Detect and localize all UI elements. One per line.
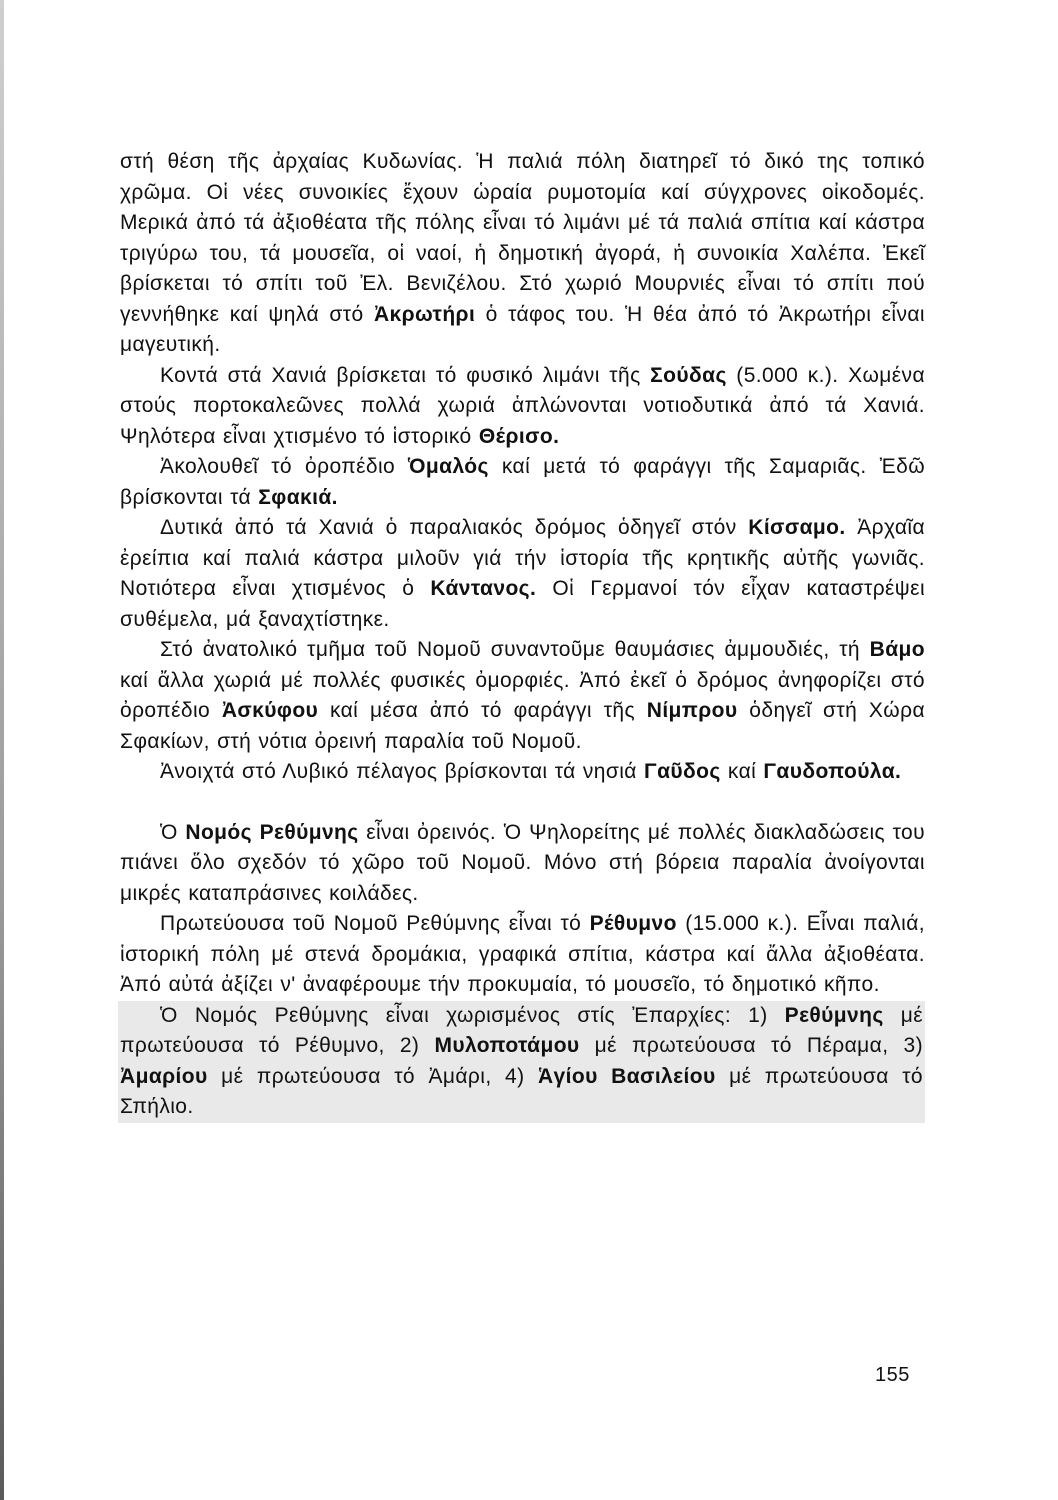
paragraph-east-chania: Στό ἀνατολικό τμῆμα τοῦ Νομοῦ συναντοῦμε θαυμάσιες ἀμμουδιές, τή Βάμο καί ἄλλα χωριά μέ πολλές φυσικές ὀμορφιές. Ἀπό ἐκεῖ ὁ δρόμος ἀνηφορίζει στό ὀροπέδιο Ἀσκύφου καί μέσα ἀπό τό φαράγγι τῆς Νίμπρου ὁδηγεῖ στή Χώρα Σφακίων, στή νότια ὀρεινή παραλία τοῦ Νομοῦ. xyxy=(120,638,925,753)
paragraph-souda: Κοντά στά Χανιά βρίσκεται τό φυσικό λιμάνι τῆς Σούδας (5.000 κ.). Χωμένα στούς πορτοκαλεῶνες πολλά χωριά ἁπλώνονται νοτιοδυτικά ἀπό τά Χανιά. Ψηλότερα εἶναι χτισμένο τό ἱστορικό Θέρισο. xyxy=(120,363,925,448)
section-gap xyxy=(120,788,925,818)
paragraph-rethymno-city: Πρωτεύουσα τοῦ Νομοῦ Ρεθύμνης εἶναι τό Ρέθυμνο (15.000 κ.). Εἶναι παλιά, ἱστορική πόλη μέ στενά δρομάκια, γραφικά σπίτια, κάστρα καί ἄλλα ἀξιοθέατα. Ἀπό αὐτά ἀξίζει ν' ἀναφέρουμε τήν προκυμαία, τό μουσεῖο, τό δημοτικό κῆπο. xyxy=(120,912,926,996)
term-rethymnis: Ρεθύμνης xyxy=(784,1003,884,1027)
paragraph-gavdos: Ἀνοιχτά στό Λυβικό πέλαγος βρίσκονται τά νησιά Γαῦδος καί Γαυδοπούλα. xyxy=(160,760,902,783)
paragraph-rethymno-prefecture: Ὁ Νομός Ρεθύμνης εἶναι ὀρεινός. Ὁ Ψηλορείτης μέ πολλές διακλαδώσεις του πιάνει ὅλο σχεδόν τό χῶρο τοῦ Νομοῦ. Μόνο στή βόρεια παραλία ἀνοίγονται μικρές καταπράσινες κοιλάδες. xyxy=(120,820,925,905)
paragraph-omalos: Ἀκολουθεῖ τό ὀροπέδιο Ὁμαλός καί μετά τό φαράγγι τῆς Σαμαριᾶς. Ἐδῶ βρίσκονται τά Σφακιά. xyxy=(120,455,925,509)
term-kissamos: Κίσσαμο. xyxy=(748,516,846,539)
term-souda: Σούδας xyxy=(650,363,727,387)
term-amariou: Ἀμαρίου xyxy=(120,1064,208,1088)
term-vamos: Βάμο xyxy=(869,638,925,661)
body-text xyxy=(120,147,925,1123)
term-agiou-vasileiou: Ἁγίου Βασιλείου xyxy=(537,1064,716,1088)
term-kantanos: Κάντανος. xyxy=(430,577,537,600)
term-nimbrou: Νίμπρου xyxy=(646,699,738,722)
term-nomos-rethymnis: Νομός Ρεθύμνης xyxy=(185,820,359,844)
page-binding-edge xyxy=(0,0,4,1500)
term-rethymno: Ρέθυμνο xyxy=(589,912,677,935)
term-gavdopoula: Γαυδοπούλα. xyxy=(763,760,902,783)
paragraph-provinces-highlighted: Ὁ Νομός Ρεθύμνης εἶναι χωρισμένος στίς Ἐπαρχίες: 1) Ρεθύμνης μέ πρωτεύουσα τό Ρέθυμνο, 2) Μυλοποτάμου μέ πρωτεύουσα τό Πέραμα, 3) Ἀμαρίου μέ πρωτεύουσα τό Ἀμάρι, 4) Ἁγίου Βασιλείου μέ πρωτεύουσα τό Σπήλιο. xyxy=(118,1001,925,1123)
term-theriso: Θέρισο. xyxy=(478,424,560,448)
term-sfakia: Σφακιά. xyxy=(258,485,338,509)
term-askyfou: Ἀσκύφου xyxy=(221,699,319,722)
term-gavdos: Γαῦδος xyxy=(644,760,721,783)
paragraph-chania-city: στή θέση τῆς ἀρχαίας Κυδωνίας. Ἡ παλιά πόλη διατηρεῖ τό δικό της τοπικό χρῶμα. Οἱ νέες συνοικίες ἔχουν ὡραία ρυμοτομία καί σύγχρονες οἰκοδομές. Μερικά ἀπό τά ἀξιοθέατα τῆς πόλης εἶναι τό λιμάνι μέ τά παλιά σπίτια καί κάστρα τριγύρω του, τά μουσεῖα, οἱ ναοί, ἡ δημοτική ἀγορά, ἡ συνοικία Χαλέπα. Ἐκεῖ βρίσκεται τό σπίτι τοῦ Ἐλ. Βενιζέλου. Στό χωριό Μουρνιές εἶναι τό σπίτι πού γεννήθηκε καί ψηλά στό Ἀκρωτήρι ὁ τάφος του. Ἡ θέα ἀπό τό Ἀκρωτήρι εἶναι μαγευτική. xyxy=(120,150,925,356)
page-number: 155 xyxy=(875,1364,910,1386)
term-omalos: Ὁμαλός xyxy=(408,455,489,478)
term-akrotiri: Ἀκρωτήρι xyxy=(373,302,476,326)
paragraph-kissamos: Δυτικά ἀπό τά Χανιά ὁ παραλιακός δρόμος ὁδηγεῖ στόν Κίσσαμο. Ἀρχαῖα ἐρείπια καί παλιά κάστρα μιλοῦν γιά τήν ἱστορία τῆς κρητικῆς αὐτῆς γωνιᾶς. Νοτιότερα εἶναι χτισμένος ὁ Κάντανος. Οἱ Γερμανοί τόν εἶχαν καταστρέψει συθέμελα, μά ξαναχτίστηκε. xyxy=(120,516,926,631)
term-mylopotamou: Μυλοποτάμου xyxy=(434,1034,580,1057)
